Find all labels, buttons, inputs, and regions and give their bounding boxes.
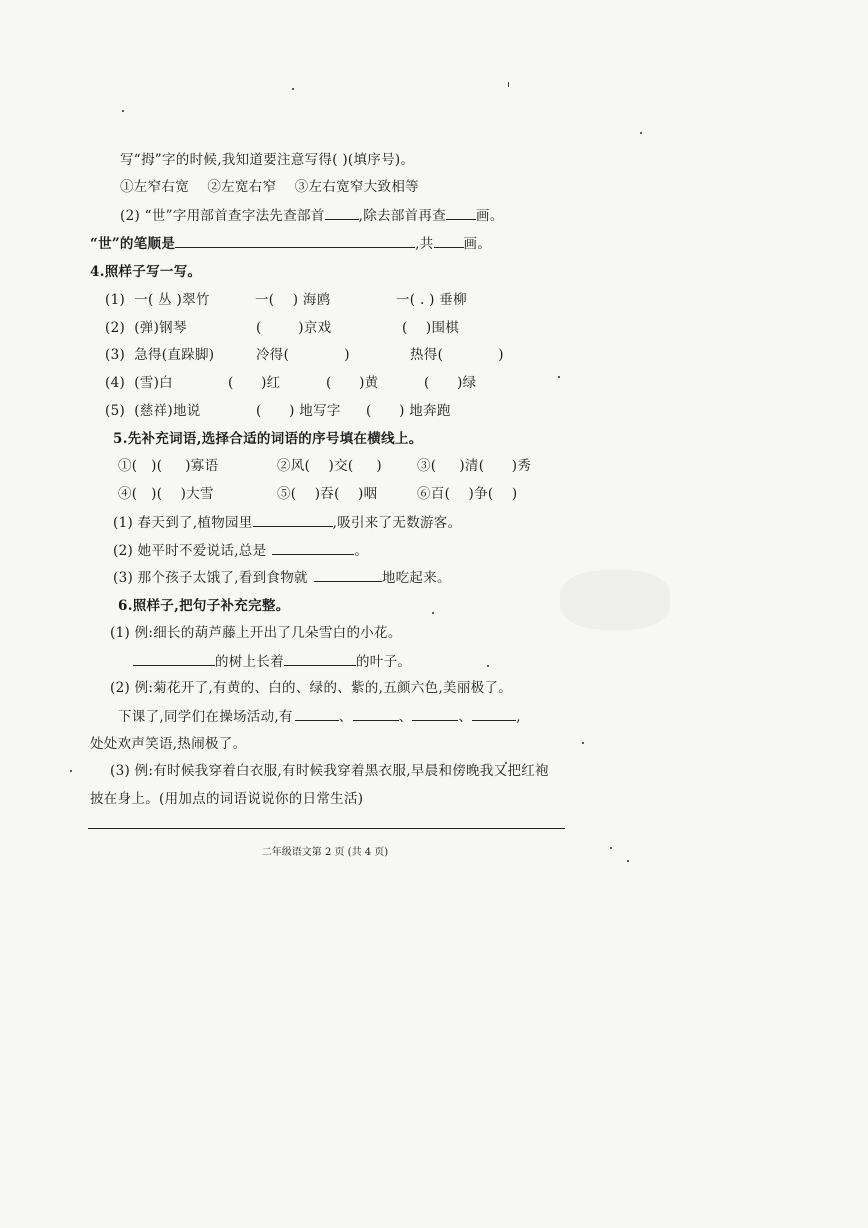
q6-fill-2 [118, 706, 521, 727]
q3-options: ①左窄右宽 ②左宽右窄 ③左右宽窄大致相等 [120, 179, 419, 195]
q4-row1-a: (1) 一( 丛 )翠竹 [105, 292, 210, 308]
scan-speck [640, 132, 642, 134]
q5-title: 5.先补充词语,选择合适的词语的序号填在横线上。 [113, 431, 423, 447]
scan-speck [558, 376, 560, 378]
q6-fill-2-blank-3[interactable] [412, 706, 458, 721]
q4-row2-c[interactable]: ( )围棋 [402, 320, 460, 336]
q4-row3-c[interactable]: 热得( ) [410, 347, 504, 363]
q5-s1-blank[interactable] [253, 512, 333, 527]
q4-row3-a: (3) 急得(直跺脚) [105, 347, 215, 363]
q3-line3-text-b: ,共 [415, 236, 434, 252]
q4-row2-a: (2) (弹)钢琴 [105, 320, 187, 336]
q5-sentence-1 [113, 512, 461, 533]
q3-line2-text-a: (2) “世”字用部首查字法先查部首 [120, 208, 325, 224]
q4-row4-a: (4) (雪)白 [105, 375, 173, 391]
q5-word-6[interactable]: ⑥百( )争( ) [417, 486, 518, 502]
scan-speck [508, 82, 509, 87]
q5-word-2[interactable]: ②风( )交( ) [277, 458, 382, 474]
q6-fill-2-blank-1[interactable] [295, 706, 339, 721]
q6-example-3-line1: (3) 例:有时候我穿着白衣服,有时候我穿着黑衣服,早晨和傍晚我又把红袍 [110, 763, 549, 779]
q5-word-1[interactable]: ①( )( )寡语 [118, 458, 219, 474]
q3-line3 [90, 233, 491, 254]
q4-row3-b[interactable]: 冷得( ) [256, 347, 350, 363]
q6-fill-1-blank-a[interactable] [133, 651, 215, 666]
q6-fill-2-blank-2[interactable] [353, 706, 399, 721]
q4-title: 4.照样子写一写。 [90, 264, 202, 280]
q6-fill-1-blank-b[interactable] [284, 651, 356, 666]
q6-title: 6.照样子,把句子补充完整。 [118, 598, 290, 614]
q4-row4-c[interactable]: ( )黄 [326, 375, 379, 391]
q6-example-1: (1) 例:细长的葫芦藤上开出了几朵雪白的小花。 [110, 625, 402, 641]
q3-line3-text-a: “世”的笔顺是 [90, 236, 176, 252]
q6-fill-2-sep-2: 、 [398, 709, 413, 725]
q3-line2 [120, 205, 504, 226]
answer-line[interactable] [88, 828, 565, 829]
q5-word-5[interactable]: ⑤( )吞( )咽 [277, 486, 378, 502]
q3-stroke-count-blank[interactable] [434, 233, 464, 248]
q6-fill-1-text-b: 的叶子。 [356, 654, 412, 670]
q5-s1-text-b: ,吸引来了无数游客。 [332, 515, 462, 531]
q3-line2-text-b: ,除去部首再查 [358, 208, 447, 224]
scan-speck [70, 770, 72, 772]
scan-speck [487, 665, 489, 667]
q3-line1: 写“拇”字的时候,我知道要注意写得( )(填序号)。 [120, 152, 415, 168]
q5-sentence-3 [113, 567, 451, 588]
q3-strokes-blank[interactable] [446, 205, 476, 220]
q4-row5-c[interactable]: ( ) 地奔跑 [366, 403, 451, 419]
q6-fill-1-text-a: 的树上长着 [215, 654, 284, 670]
page-footer: 二年级语文第 2 页 (共 4 页) [261, 847, 389, 858]
scan-speck [122, 110, 124, 112]
q5-s3-text-a: (3) 那个孩子太饿了,看到食物就 [113, 570, 308, 586]
q5-s2-text-b: 。 [354, 543, 369, 559]
q4-row4-d[interactable]: ( )绿 [424, 375, 477, 391]
q6-fill-2-sep-1: 、 [338, 709, 353, 725]
q6-fill-2-sep-3: 、 [458, 709, 473, 725]
scan-speck [582, 742, 584, 744]
q3-radical-blank[interactable] [325, 205, 359, 220]
q4-row5-b[interactable]: ( ) 地写字 [256, 403, 341, 419]
q3-stroke-order-blank[interactable] [175, 233, 415, 248]
q6-fill-2-end: , [516, 709, 521, 725]
q3-line2-text-c: 画。 [476, 208, 504, 224]
scan-speck [432, 612, 434, 614]
q5-sentence-2 [113, 540, 368, 561]
q4-row5-a: (5) (慈祥)地说 [105, 403, 201, 419]
scan-smudge [560, 570, 670, 630]
q5-s3-blank[interactable] [314, 567, 382, 582]
q6-fill-2-text: 下课了,同学们在操场活动,有 [118, 709, 293, 725]
q3-line3-text-c: 画。 [463, 236, 492, 252]
scan-speck [292, 88, 294, 90]
scan-speck [627, 860, 629, 862]
q4-row1-b[interactable]: 一( ) 海鸥 [255, 292, 331, 308]
q6-fill-2-line2: 处处欢声笑语,热闹极了。 [90, 736, 247, 752]
q5-s3-text-b: 地吃起来。 [381, 570, 451, 586]
q5-s1-text-a: (1) 春天到了,植物园里 [113, 515, 253, 531]
q5-s2-text-a: (2) 她平时不爱说话,总是 [113, 543, 267, 559]
q5-s2-blank[interactable] [272, 540, 354, 555]
q6-example-3-line2: 披在身上。(用加点的词语说说你的日常生活) [90, 791, 364, 807]
q4-row2-b[interactable]: ( )京戏 [256, 320, 332, 336]
q5-word-3[interactable]: ③( )清( )秀 [417, 458, 532, 474]
q6-fill-2-blank-4[interactable] [472, 706, 516, 721]
q5-word-4[interactable]: ④( )( )大雪 [118, 486, 214, 502]
q4-row4-b[interactable]: ( )红 [228, 375, 281, 391]
q6-fill-1 [133, 651, 411, 672]
q6-example-2: (2) 例:菊花开了,有黄的、白的、绿的、紫的,五颜六色,美丽极了。 [110, 680, 513, 696]
q4-row1-c[interactable]: 一( . ) 垂柳 [396, 292, 467, 308]
